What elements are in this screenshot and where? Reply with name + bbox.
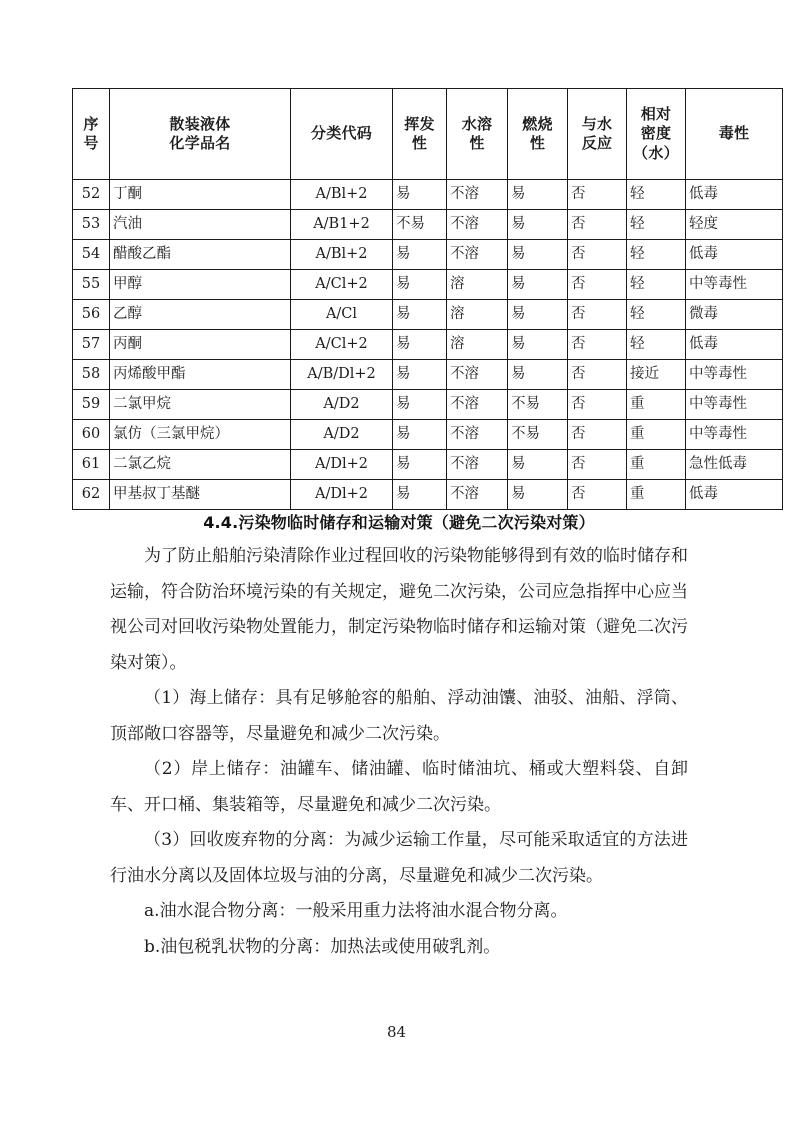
header-line: 分类代码 xyxy=(310,124,373,143)
cell-water-reaction: 否 xyxy=(568,300,627,330)
cell-water-solubility: 溶 xyxy=(447,330,508,360)
cell-relative-density: 轻 xyxy=(627,300,686,330)
column-header-flammability xyxy=(508,89,568,180)
cell-classification-code: A/Cl+2 xyxy=(291,330,393,360)
cell-relative-density: 重 xyxy=(627,450,686,480)
cell-water-reaction: 否 xyxy=(568,270,627,300)
page-number: 84 xyxy=(386,1023,407,1041)
cell-index: 55 xyxy=(73,270,110,300)
cell-relative-density: 轻 xyxy=(627,210,686,240)
cell-chemical-name: 二氯甲烷 xyxy=(110,390,291,420)
cell-chemical-name: 乙醇 xyxy=(110,300,291,330)
header-line: 密度 xyxy=(640,124,672,143)
cell-volatility: 易 xyxy=(393,180,447,210)
cell-volatility: 易 xyxy=(393,240,447,270)
cell-water-reaction: 否 xyxy=(568,360,627,390)
cell-toxicity: 低毒 xyxy=(686,240,783,270)
cell-chemical-name: 醋酸乙酯 xyxy=(110,240,291,270)
cell-toxicity: 低毒 xyxy=(686,330,783,360)
cell-water-reaction: 否 xyxy=(568,420,627,450)
cell-toxicity: 中等毒性 xyxy=(686,270,783,300)
cell-chemical-name: 甲基叔丁基醚 xyxy=(110,480,291,510)
cell-index: 62 xyxy=(73,480,110,510)
cell-water-reaction: 否 xyxy=(568,330,627,360)
cell-water-reaction: 否 xyxy=(568,240,627,270)
cell-volatility: 易 xyxy=(393,390,447,420)
cell-flammability: 易 xyxy=(508,330,568,360)
bulk-liquid-chemicals-table xyxy=(72,88,783,510)
cell-classification-code: A/B1+2 xyxy=(291,210,393,240)
cell-index: 58 xyxy=(73,360,110,390)
table-row xyxy=(73,450,783,480)
header-line: （水） xyxy=(633,143,679,162)
cell-water-solubility: 不溶 xyxy=(447,450,508,480)
cell-index: 59 xyxy=(73,390,110,420)
cell-index: 60 xyxy=(73,420,110,450)
cell-chemical-name: 氯仿（三氯甲烷） xyxy=(110,420,291,450)
header-line: 性 xyxy=(411,134,428,152)
cell-volatility: 不易 xyxy=(393,210,447,240)
cell-volatility: 易 xyxy=(393,420,447,450)
cell-classification-code: A/Cl xyxy=(291,300,393,330)
table-row xyxy=(73,480,783,510)
cell-flammability: 易 xyxy=(508,450,568,480)
table-row xyxy=(73,360,783,390)
header-line: 毒性 xyxy=(718,124,750,143)
cell-flammability: 易 xyxy=(508,210,568,240)
cell-water-reaction: 否 xyxy=(568,210,627,240)
cell-flammability: 易 xyxy=(508,360,568,390)
cell-water-solubility: 溶 xyxy=(447,270,508,300)
cell-relative-density: 重 xyxy=(627,420,686,450)
cell-relative-density: 轻 xyxy=(627,330,686,360)
column-header-water-reaction xyxy=(568,89,627,180)
cell-index: 53 xyxy=(73,210,110,240)
column-header-water-solubility xyxy=(447,89,508,180)
cell-index: 52 xyxy=(73,180,110,210)
cell-classification-code: A/Bl+2 xyxy=(291,240,393,270)
cell-toxicity: 中等毒性 xyxy=(686,390,783,420)
document-body xyxy=(110,510,688,965)
header-line: 散装液体 xyxy=(169,114,231,133)
cell-classification-code: A/Cl+2 xyxy=(291,270,393,300)
cell-relative-density: 轻 xyxy=(627,180,686,210)
table-row xyxy=(73,330,783,360)
cell-relative-density: 重 xyxy=(627,390,686,420)
cell-water-solubility: 不溶 xyxy=(447,480,508,510)
sub-item-b: b.油包税乳状物的分离：加热法或使用破乳剂。 xyxy=(144,936,501,957)
cell-toxicity: 轻度 xyxy=(686,210,783,240)
table-header xyxy=(73,89,783,180)
header-line: 性 xyxy=(529,134,546,152)
header-line: 反应 xyxy=(581,134,613,152)
cell-flammability: 易 xyxy=(508,480,568,510)
header-line: 与水 xyxy=(581,114,613,133)
table-row xyxy=(73,300,783,330)
table-row xyxy=(73,270,783,300)
cell-water-reaction: 否 xyxy=(568,480,627,510)
cell-index: 54 xyxy=(73,240,110,270)
cell-volatility: 易 xyxy=(393,360,447,390)
cell-water-solubility: 不溶 xyxy=(447,360,508,390)
header-line: 水溶 xyxy=(461,114,493,133)
cell-water-reaction: 否 xyxy=(568,180,627,210)
header-line: 性 xyxy=(469,134,485,152)
table-header-row xyxy=(73,89,783,180)
cell-water-solubility: 不溶 xyxy=(447,420,508,450)
numbered-item-3: （3）回收废弃物的分离：为减少运输工作量，尽可能采取适宜的方法进行油水分离以及固体垃圾与油的分离，尽量避免和减少二次污染。 xyxy=(110,830,688,886)
table-row xyxy=(73,420,783,450)
column-header-classification-code xyxy=(291,89,393,180)
table-body xyxy=(73,180,783,510)
cell-index: 56 xyxy=(73,300,110,330)
cell-classification-code: A/Dl+2 xyxy=(291,480,393,510)
cell-index: 61 xyxy=(73,450,110,480)
table-row xyxy=(73,240,783,270)
cell-relative-density: 轻 xyxy=(627,240,686,270)
header-line: 号 xyxy=(83,134,99,152)
numbered-item-2: （2）岸上储存：油罐车、储油罐、临时储油坑、桶或大塑料袋、自卸车、开口桶、集装箱等，尽量避免和减少二次污染。 xyxy=(110,759,688,815)
cell-toxicity: 中等毒性 xyxy=(686,360,783,390)
cell-relative-density: 轻 xyxy=(627,270,686,300)
header-line: 化学品名 xyxy=(169,134,231,152)
cell-water-solubility: 不溶 xyxy=(447,390,508,420)
column-header-index xyxy=(73,89,110,180)
cell-toxicity: 微毒 xyxy=(686,300,783,330)
header-line: 序 xyxy=(83,114,99,133)
section-heading: 4.4.污染物临时储存和运输对策（避免二次污染对策） xyxy=(203,513,595,532)
cell-water-solubility: 不溶 xyxy=(447,210,508,240)
cell-index: 57 xyxy=(73,330,110,360)
header-line: 燃烧 xyxy=(522,114,553,133)
header-line: 相对 xyxy=(640,104,672,123)
cell-chemical-name: 丁酮 xyxy=(110,180,291,210)
column-header-chemical-name xyxy=(110,89,291,180)
cell-volatility: 易 xyxy=(393,450,447,480)
cell-flammability: 易 xyxy=(508,240,568,270)
numbered-item-1: （1）海上储存：具有足够舱容的船舶、浮动油馕、油驳、油船、浮筒、顶部敞口容器等，尽量避免和减少二次污染。 xyxy=(110,688,688,744)
column-header-relative-density xyxy=(627,89,686,180)
table-row xyxy=(73,210,783,240)
column-header-toxicity xyxy=(686,89,783,180)
cell-classification-code: A/D2 xyxy=(291,390,393,420)
cell-water-solubility: 溶 xyxy=(447,300,508,330)
header-line: 挥发 xyxy=(404,114,435,133)
cell-volatility: 易 xyxy=(393,270,447,300)
cell-water-solubility: 不溶 xyxy=(447,240,508,270)
cell-relative-density: 接近 xyxy=(627,360,686,390)
cell-chemical-name: 二氯乙烷 xyxy=(110,450,291,480)
cell-chemical-name: 丙酮 xyxy=(110,330,291,360)
cell-classification-code: A/Bl+2 xyxy=(291,180,393,210)
cell-flammability: 易 xyxy=(508,180,568,210)
cell-water-reaction: 否 xyxy=(568,450,627,480)
cell-flammability: 易 xyxy=(508,270,568,300)
cell-flammability: 不易 xyxy=(508,420,568,450)
cell-chemical-name: 丙烯酸甲酯 xyxy=(110,360,291,390)
cell-toxicity: 急性低毒 xyxy=(686,450,783,480)
cell-classification-code: A/Dl+2 xyxy=(291,450,393,480)
cell-relative-density: 重 xyxy=(627,480,686,510)
cell-toxicity: 低毒 xyxy=(686,480,783,510)
cell-volatility: 易 xyxy=(393,330,447,360)
cell-chemical-name: 汽油 xyxy=(110,210,291,240)
table-row xyxy=(73,180,783,210)
cell-classification-code: A/B/Dl+2 xyxy=(291,360,393,390)
cell-chemical-name: 甲醇 xyxy=(110,270,291,300)
cell-toxicity: 中等毒性 xyxy=(686,420,783,450)
cell-classification-code: A/D2 xyxy=(291,420,393,450)
cell-volatility: 易 xyxy=(393,480,447,510)
cell-flammability: 不易 xyxy=(508,390,568,420)
column-header-volatility xyxy=(393,89,447,180)
sub-item-a: a.油水混合物分离：一般采用重力法将油水混合物分离。 xyxy=(144,901,568,921)
cell-toxicity: 低毒 xyxy=(686,180,783,210)
table-row xyxy=(73,390,783,420)
cell-water-solubility: 不溶 xyxy=(447,180,508,210)
cell-flammability: 易 xyxy=(508,300,568,330)
bulk-liquid-chemicals-table-container xyxy=(72,88,750,510)
intro-paragraph: 为了防止船舶污染清除作业过程回收的污染物能够得到有效的临时储存和运输，符合防治环境污染的有关规定，避免二次污染，公司应急指挥中心应当视公司对回收污染物处置能力，制定污染物临时储存和运输对策（避免二次污染对策）。 xyxy=(110,546,688,673)
cell-volatility: 易 xyxy=(393,300,447,330)
cell-water-reaction: 否 xyxy=(568,390,627,420)
